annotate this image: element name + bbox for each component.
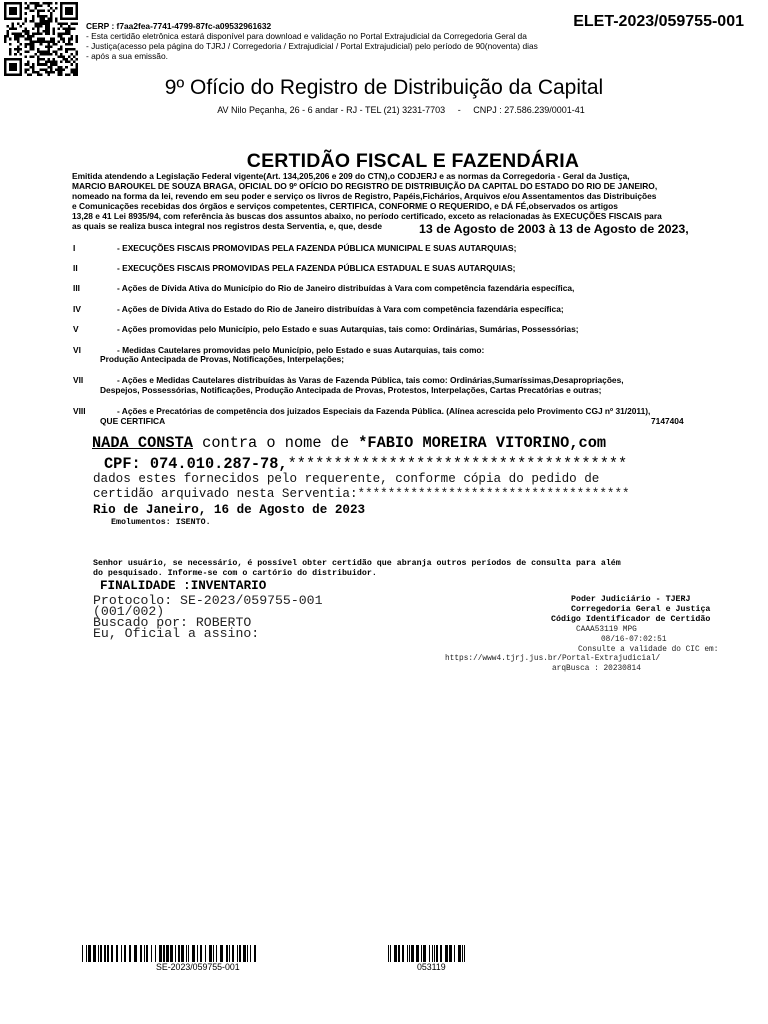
protocol-barcode [82, 945, 258, 962]
office-title: 9º Ofício do Registro de Distribuição da Capital [164, 76, 604, 99]
nada-consta-label: NADA CONSTA [92, 434, 193, 452]
document-id: ELET-2023/059755-001 [573, 13, 744, 30]
validation-url[interactable]: https://www4.tjrj.jus.br/Portal-Extrajudicial/ [445, 655, 661, 663]
office-cnpj: CNPJ : 27.586.239/0001-41 [473, 105, 585, 115]
emoluments: Emolumentos: ISENTO. [111, 518, 211, 527]
office-address: AV Nilo Peçanha, 26 - 6 andar - RJ - TEL (21) 3231-7703 [217, 105, 446, 115]
cerp-code: CERP : f7aa2fea-7741-4799-87fc-a09532961632 [86, 21, 272, 31]
finality: FINALIDADE :INVENTARIO [100, 579, 267, 593]
item-number: VIII [73, 406, 86, 416]
code-barcode [388, 945, 467, 962]
barcode-bar [254, 945, 256, 962]
address-separator: - [457, 105, 461, 115]
item-number: III [73, 283, 80, 293]
data-line: dados estes fornecidos pelo requerente, conforme cópia do pedido de [93, 472, 600, 486]
searched-by: Buscado por: ROBERTO [93, 615, 252, 630]
item-text-continuation: Produção Antecipada de Provas, Notificações, Interpelações; [100, 354, 345, 364]
cpf-fill: ************************************* [287, 455, 628, 473]
consult-text: Consulte a validade do CIC em: [578, 646, 719, 654]
item-number: V [73, 324, 79, 334]
validation-line: Código Identificador de Certidão [551, 615, 711, 624]
cpf-line [104, 455, 627, 473]
notice-line: - após a sua emissão. [86, 51, 168, 61]
item-text: - Medidas Cautelares promovidas pelo Município, pelo Estado e suas Autarquias, tais como: [117, 345, 485, 355]
item-number: I [73, 243, 76, 253]
notice-line: - Justiça(acesso pela página do TJRJ / Corregedoria / Extrajudicial / Portal Extrajudicial) pelo período de 90(noventa) dias [86, 41, 538, 51]
reference-number: 7147404 [651, 416, 684, 426]
cic-datetime: 08/16-07:02:51 [601, 636, 667, 644]
item-text: - Ações promovidas pelo Município, pelo Estado e suas Autarquias, tais como: Ordinárias, Sumárias, Possessórias; [117, 324, 579, 334]
validation-line: Poder Judiciário - TJERJ [571, 595, 691, 604]
intro-line: e Comunicações recebidas dos órgãos e serviços competentes, CERTIFICA, CONFORME O REQUERIDO, e DÁ FÉ,observados os artigos [72, 201, 618, 211]
protocol-block [93, 595, 323, 639]
item-text-continuation: QUE CERTIFICA [100, 416, 166, 426]
office-address-line [0, 105, 768, 115]
item-text: - Ações de Dívida Ativa do Município do Rio de Janeiro distribuídas à Vara com competência fazendária específica, [117, 283, 575, 293]
officer-signature-line: Eu, Oficial a assino: [93, 626, 260, 641]
barcode-label: 053119 [417, 962, 446, 972]
item-text-continuation: Despejos, Possessórias, Notificações, Produção Antecipada de Provas, Protestos, Interpelações, Cartas Precatórias e outras; [100, 385, 602, 395]
intro-line: Emitida atendendo a Legislação Federal vigente(Art. 134,205,206 e 209 do CTN),o CODJERJ e as normas da Corregedoria - Geral da Justiça, [72, 171, 630, 181]
barcode-bar [464, 945, 465, 962]
validation-line: Corregedoria Geral e Justiça [571, 605, 711, 614]
place-date: Rio de Janeiro, 16 de Agosto de 2023 [93, 503, 366, 517]
certified-period: 13 de Agosto de 2003 à 13 de Agosto de 2023, [419, 222, 689, 236]
item-text: - Ações de Dívida Ativa do Estado do Rio de Janeiro distribuídas à Vara com competência fazendária específica; [117, 304, 564, 314]
item-number: VI [73, 345, 81, 355]
result-line [92, 434, 606, 452]
cpf-value: CPF: 074.010.287-78, [104, 455, 288, 473]
note-line: do pesquisado. Informe-se com o cartório do distribuidor. [93, 569, 377, 578]
notice-line: - Esta certidão eletrônica estará disponível para download e validação no Portal Extrajudicial da Corregedoria Geral da [86, 31, 527, 41]
qr-code-icon [2, 2, 80, 76]
person-name: *FABIO MOREIRA VITORINO,com [358, 434, 607, 452]
barcode-label: SE-2023/059755-001 [156, 962, 240, 972]
certificate-title: CERTIDÃO FISCAL E FAZENDÁRIA [246, 150, 580, 172]
item-text: - EXECUÇÕES FISCAIS PROMOVIDAS PELA FAZENDA PÚBLICA MUNICIPAL E SUAS AUTARQUIAS; [117, 243, 517, 253]
protocol-pages: (001/002) [93, 604, 165, 619]
intro-line: nomeado na forma da lei, revendo em seu poder e serviço os livros de Registro, Papéis,Fichários, Arquivos e/ou Assentamentos das Distribuições [72, 191, 657, 201]
item-number: IV [73, 304, 81, 314]
item-number: VII [73, 375, 84, 385]
intro-line: MARCIO BAROUKEL DE SOUZA BRAGA, OFICIAL DO 9º OFÍCIO DO REGISTRO DE DISTRIBUIÇÃO DA CAPITAL DO ESTADO DO RIO DE JANEIRO, [72, 181, 658, 191]
intro-line: 13,28 e 41 Lei 8935/94, com referência às buscas dos assuntos abaixo, no período certificado, exceto as relacionadas às EXECUÇÕES FISCAIS para [72, 211, 662, 221]
item-text: - Ações e Precatórias de competência dos juizados Especiais da Fazenda Pública. (Alínea acrescida pelo Provimento CGJ nº 31/2011), [117, 406, 651, 416]
cic-code: CAAA53119 MPG [576, 626, 637, 634]
arq-busca: arqBusca : 20230814 [552, 665, 641, 673]
item-text: - EXECUÇÕES FISCAIS PROMOVIDAS PELA FAZENDA PÚBLICA ESTADUAL E SUAS AUTARQUIAS; [117, 263, 516, 273]
against-text: contra o nome de [192, 434, 359, 452]
protocol-number: Protocolo: SE-2023/059755-001 [93, 593, 323, 608]
note-line: Senhor usuário, se necessário, é possível obter certidão que abranja outros períodos de consulta para além [93, 559, 621, 568]
data-line: certidão arquivado nesta Serventia:************************************ [93, 487, 630, 501]
item-number: II [73, 263, 78, 273]
item-text: - Ações e Medidas Cautelares distribuídas às Varas de Fazenda Pública, tais como: Ordinárias,Sumaríssimas,Desapropriações, [117, 375, 624, 385]
intro-line: as quais se realiza busca integral nos registros desta Serventia, e, que, desde [72, 221, 383, 231]
